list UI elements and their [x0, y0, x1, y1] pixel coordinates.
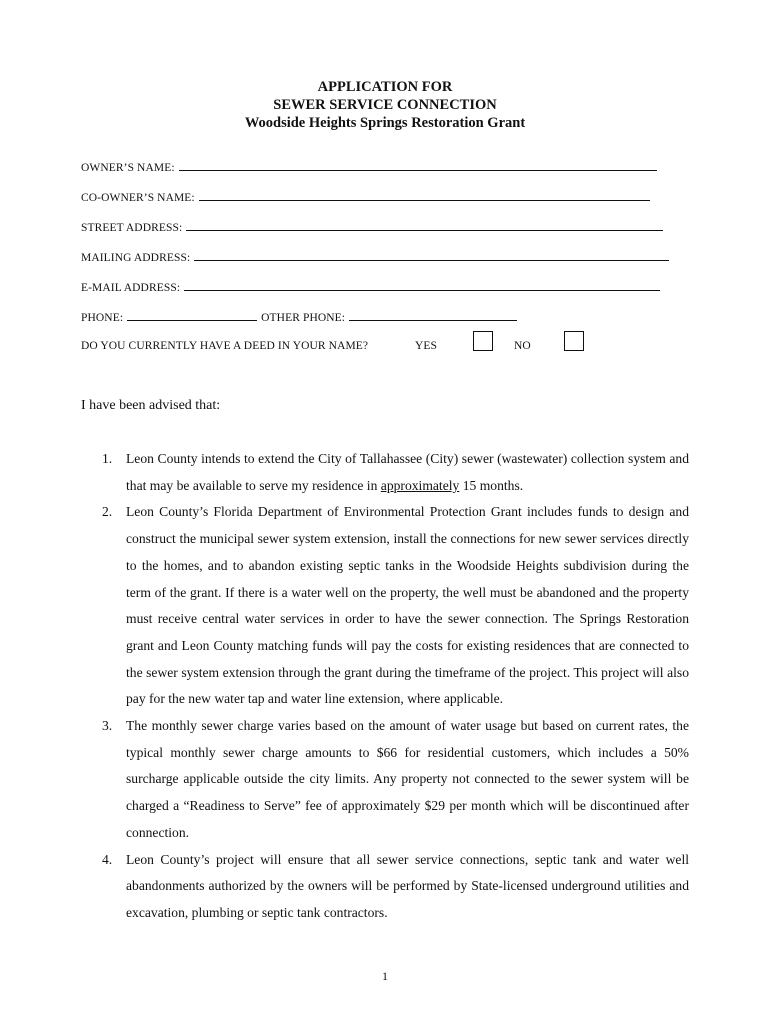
list-item-text: The monthly sewer charge varies based on the amount of water usage but based on current rates, the typical monthly sewer charge amounts to $66 for residential customers, which includes a 50% surcharge applicable outside the city limits. Any property not connected to the sewer system will be charged a “Readiness to Serve” fee of approximately $29 per month which will be discontinued after connection.	[126, 718, 689, 840]
yes-checkbox[interactable]	[473, 331, 493, 351]
street-address-field	[81, 220, 663, 234]
coowner-name-input-line[interactable]	[199, 190, 650, 201]
intro-text: I have been advised that:	[81, 398, 221, 413]
list-item-text: Leon County’s Florida Department of Environmental Protection Grant includes funds to design and construct the municipal sewer system extension, install the connections for new sewer services directly to the homes, and to abandon existing septic tanks in the Woodside Heights subdivision during the term of the grant. If there is a water well on the property, the well must be abandoned and the property must receive central water services in order to have the sewer connection. The Springs Restoration grant and Leon County matching funds will pay the costs for existing residences that are connected to the sewer system extension through the grant during the timeframe of the project. This project will also pay for the new water tap and water line extension, where applicable.	[126, 504, 689, 707]
deed-question: DO YOU CURRENTLY HAVE A DEED IN YOUR NAME?	[81, 340, 369, 352]
coowner-name-label: CO-OWNER’S NAME:	[81, 192, 195, 204]
no-checkbox[interactable]	[564, 331, 584, 351]
mailing-address-input-line[interactable]	[194, 250, 669, 261]
owner-name-field	[81, 160, 657, 174]
list-item-number: 4.	[102, 851, 113, 867]
street-address-label: STREET ADDRESS:	[81, 222, 183, 234]
list-item	[81, 847, 689, 927]
deed-question-row	[81, 340, 368, 352]
advisement-list	[81, 446, 689, 927]
no-label: NO	[514, 340, 531, 352]
title-line-1: APPLICATION FOR	[317, 79, 453, 95]
phone-input-line[interactable]	[127, 310, 257, 321]
phone-label: PHONE:	[81, 312, 124, 324]
list-item-number: 2.	[102, 504, 113, 520]
title-line-2: SEWER SERVICE CONNECTION	[273, 97, 497, 113]
coowner-name-field	[81, 190, 650, 204]
list-item	[81, 446, 689, 499]
page-number: 1	[382, 969, 388, 983]
owner-name-label: OWNER’S NAME:	[81, 162, 175, 174]
phone-field	[81, 310, 517, 324]
list-item-text: Leon County’s project will ensure that all sewer service connections, septic tank and water well abandonments authorized by the owners will be performed by State-licensed underground utilities and excavation, plumbing or septic tank contractors.	[126, 851, 689, 920]
yes-label: YES	[415, 340, 438, 352]
email-address-input-line[interactable]	[184, 280, 660, 291]
owner-name-input-line[interactable]	[179, 160, 657, 171]
mailing-address-label: MAILING ADDRESS:	[81, 252, 191, 264]
list-item-number: 3.	[102, 718, 113, 734]
mailing-address-field	[81, 250, 669, 264]
list-item-number: 1.	[102, 451, 113, 466]
list-item	[81, 713, 689, 847]
list-item-text: Leon County intends to extend the City of Tallahassee (City) sewer (wastewater) collection system and that may be available to serve my residence in approximately 15 months.	[126, 451, 689, 493]
email-address-field	[81, 280, 660, 294]
title-line-3: Woodside Heights Springs Restoration Grant	[244, 115, 526, 131]
document-title	[0, 78, 770, 132]
email-address-label: E-MAIL ADDRESS:	[81, 282, 181, 294]
other-phone-label: OTHER PHONE:	[261, 312, 346, 324]
underlined-word: approximately	[380, 477, 460, 493]
street-address-input-line[interactable]	[186, 220, 663, 231]
other-phone-input-line[interactable]	[349, 310, 517, 321]
list-item	[81, 499, 689, 713]
